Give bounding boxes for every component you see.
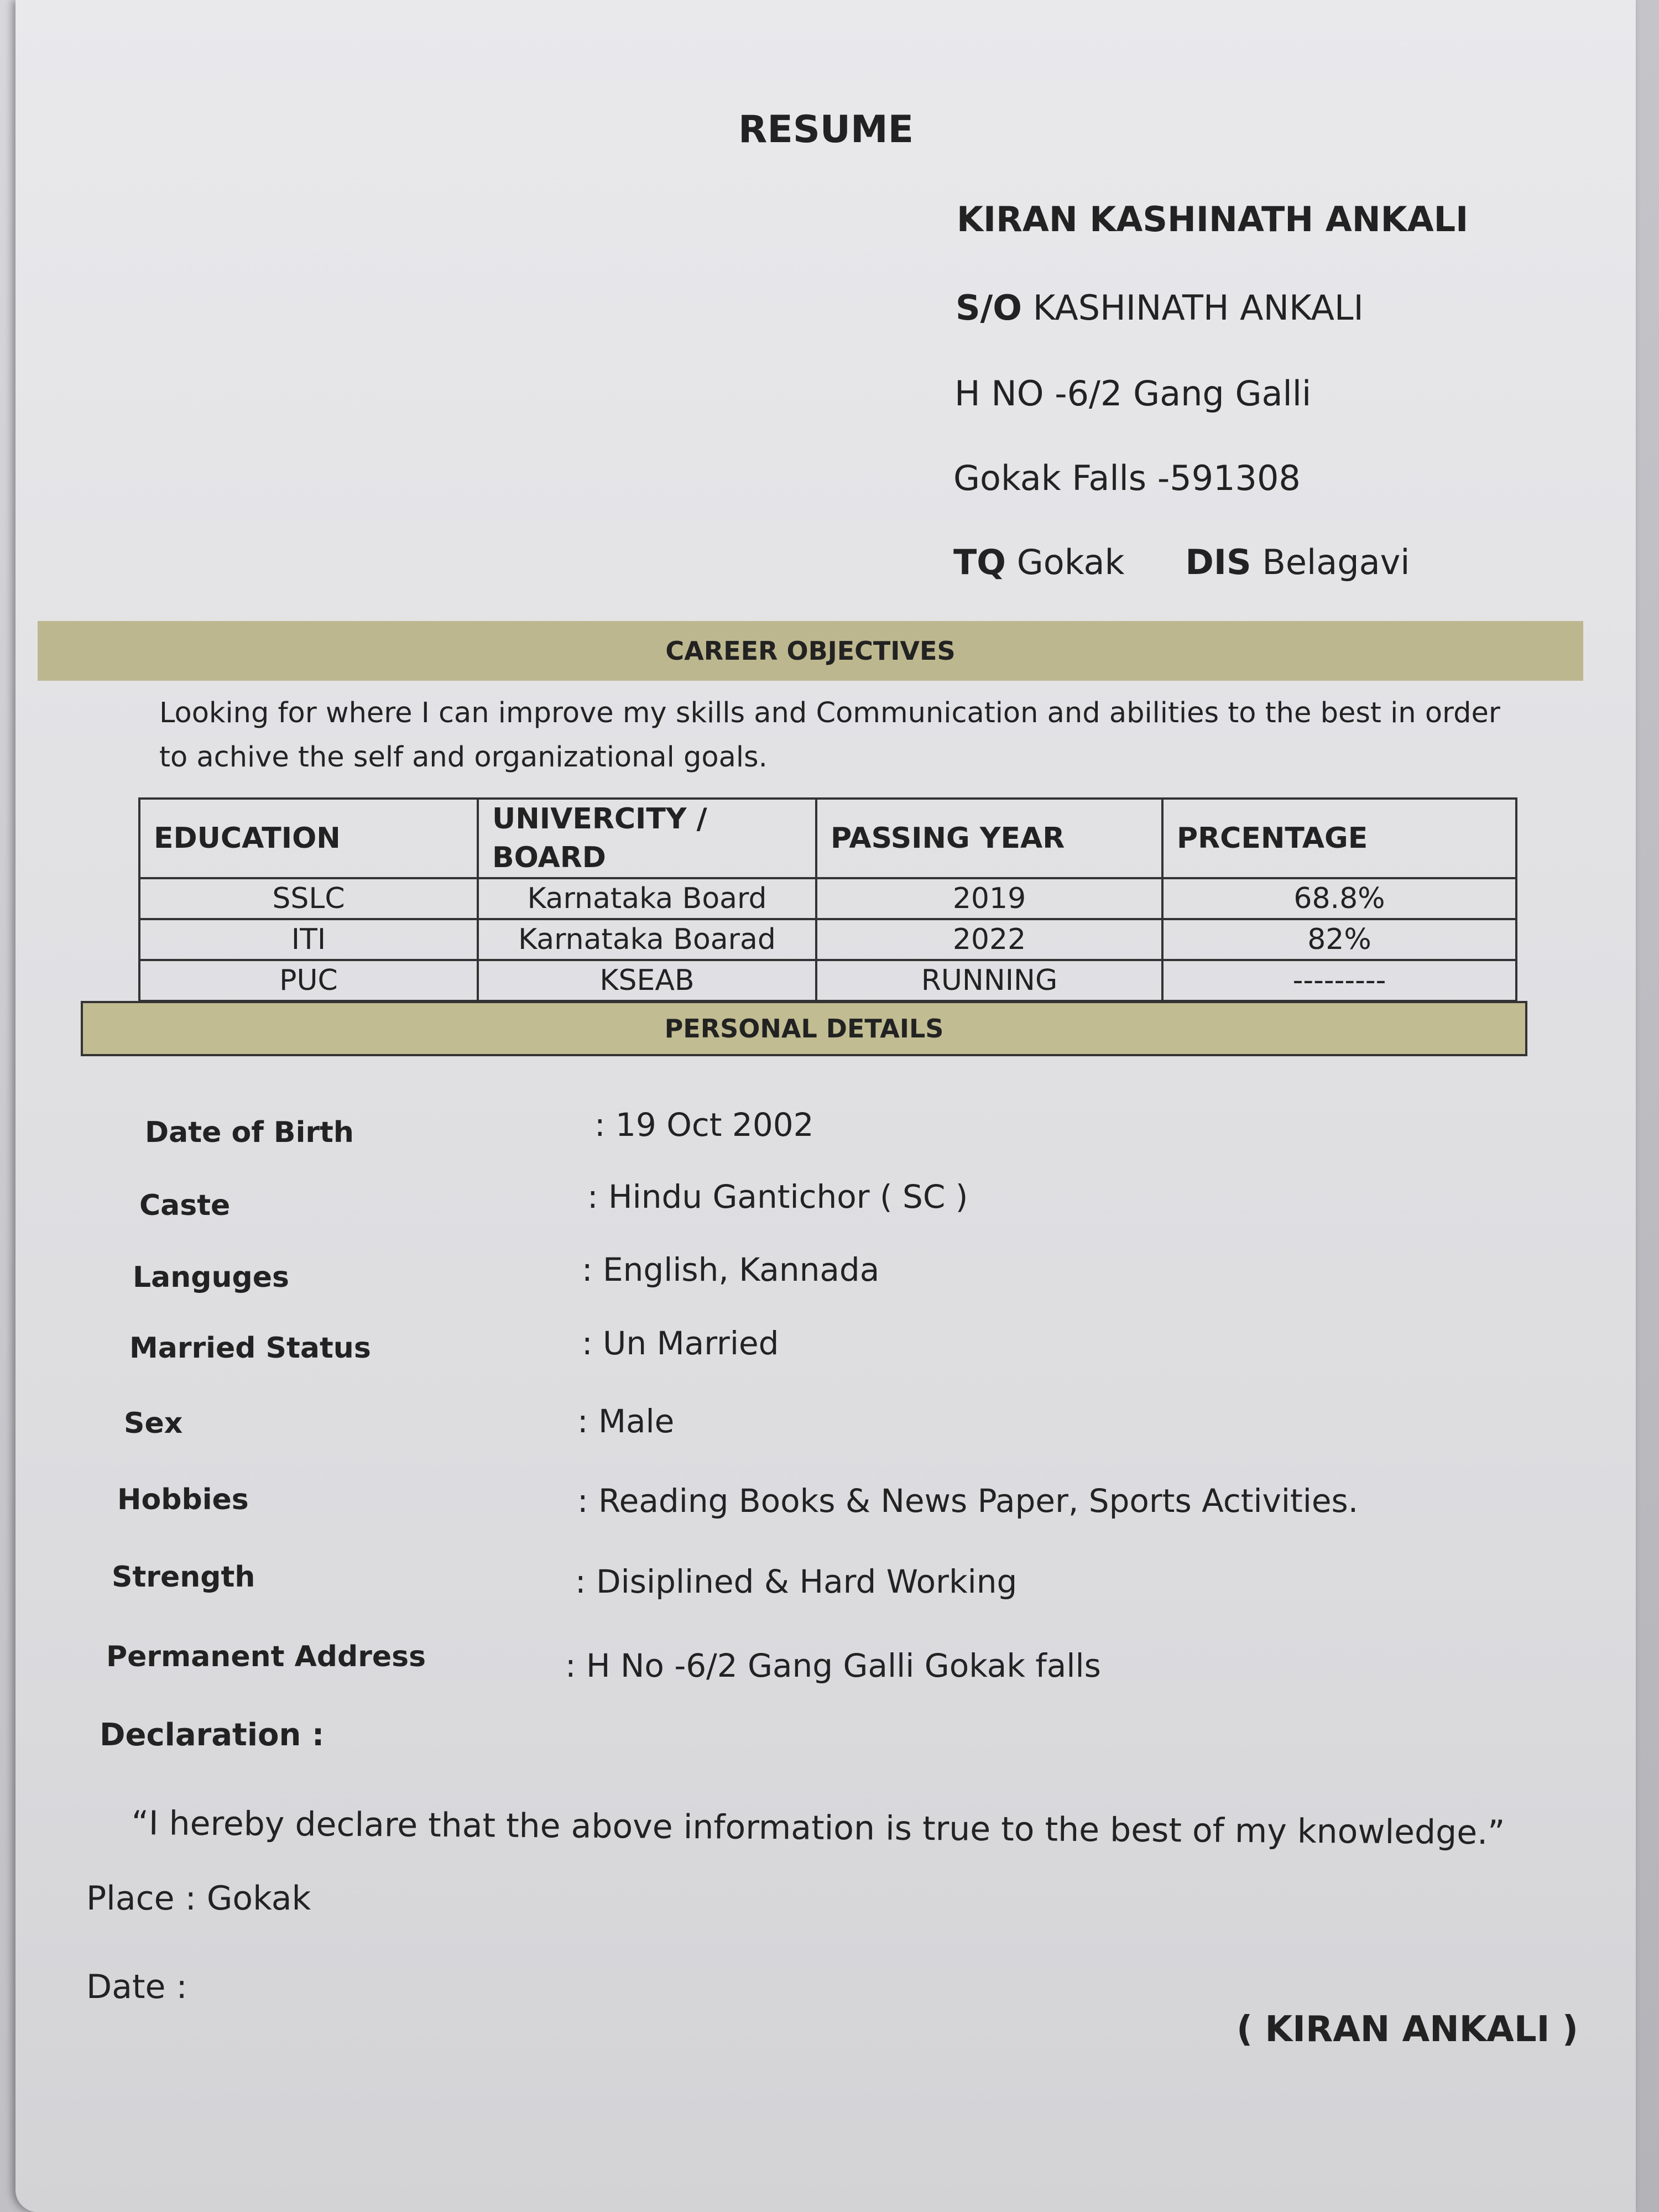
detail-value: : H No -6/2 Gang Galli Gokak falls bbox=[565, 1647, 1101, 1684]
detail-label: Strength bbox=[112, 1561, 255, 1594]
detail-label: Permanent Address bbox=[106, 1640, 426, 1673]
date-field: Date : bbox=[86, 1968, 187, 2006]
declaration-text: “I hereby declare that the above information is true to the best of my knowledge.” bbox=[131, 1804, 1505, 1853]
table-cell: 2022 bbox=[816, 919, 1162, 960]
table-cell: SSLC bbox=[139, 878, 478, 919]
table-row bbox=[139, 919, 1516, 960]
detail-label: Caste bbox=[139, 1189, 231, 1222]
career-objective-text: Looking for where I can improve my skills and Communication and abilities to the best in order to achive the self and organizational goals. bbox=[159, 697, 1500, 774]
declaration-heading: Declaration : bbox=[100, 1717, 325, 1753]
column-header: PRCENTAGE bbox=[1162, 799, 1516, 878]
column-header: PASSING YEAR bbox=[816, 799, 1162, 878]
detail-value: : Male bbox=[577, 1402, 675, 1440]
detail-value: : Reading Books & News Paper, Sports Activities. bbox=[577, 1482, 1359, 1520]
detail-value: : English, Kannada bbox=[582, 1251, 880, 1288]
table-cell: RUNNING bbox=[816, 960, 1162, 1001]
table-cell: KSEAB bbox=[478, 960, 816, 1001]
table-cell: ITI bbox=[139, 919, 478, 960]
detail-label: Languges bbox=[133, 1261, 289, 1294]
city-pincode: Gokak Falls -591308 bbox=[953, 458, 1301, 498]
place-field: Place : Gokak bbox=[86, 1879, 311, 1918]
table-header-row bbox=[139, 799, 1516, 878]
page-title: RESUME bbox=[738, 108, 914, 152]
table-cell: Karnataka Boarad bbox=[478, 919, 816, 960]
table-cell: 82% bbox=[1162, 919, 1516, 960]
education-table bbox=[138, 797, 1517, 1002]
personal-details-heading: PERSONAL DETAILS bbox=[81, 1001, 1527, 1056]
detail-label: Married Status bbox=[129, 1332, 371, 1365]
career-objectives-heading: CAREER OBJECTIVES bbox=[38, 621, 1583, 681]
detail-value: : Hindu Gantichor ( SC ) bbox=[587, 1178, 968, 1215]
column-header: EDUCATION bbox=[139, 799, 478, 878]
father-name: S/O KASHINATH ANKALI bbox=[956, 288, 1364, 328]
table-row bbox=[139, 960, 1516, 1001]
table-cell: PUC bbox=[139, 960, 478, 1001]
house-address: H NO -6/2 Gang Galli bbox=[954, 373, 1312, 414]
table-cell: 68.8% bbox=[1162, 878, 1516, 919]
detail-label: Sex bbox=[124, 1407, 183, 1440]
applicant-name: KIRAN KASHINATH ANKALI bbox=[957, 199, 1469, 239]
signature-name: ( KIRAN ANKALI ) bbox=[1237, 2009, 1578, 2050]
detail-label: Hobbies bbox=[117, 1483, 249, 1516]
table-cell: Karnataka Board bbox=[478, 878, 816, 919]
detail-value: : 19 Oct 2002 bbox=[594, 1106, 814, 1144]
table-cell: 2019 bbox=[816, 878, 1162, 919]
taluk-district: TQ Gokak DIS Belagavi bbox=[953, 542, 1410, 582]
table-row bbox=[139, 878, 1516, 919]
table-cell: --------- bbox=[1162, 960, 1516, 1001]
detail-value: : Un Married bbox=[582, 1324, 779, 1362]
column-header: UNIVERCITY / BOARD bbox=[478, 799, 816, 878]
detail-value: : Disiplined & Hard Working bbox=[575, 1563, 1018, 1600]
detail-label: Date of Birth bbox=[145, 1116, 354, 1149]
